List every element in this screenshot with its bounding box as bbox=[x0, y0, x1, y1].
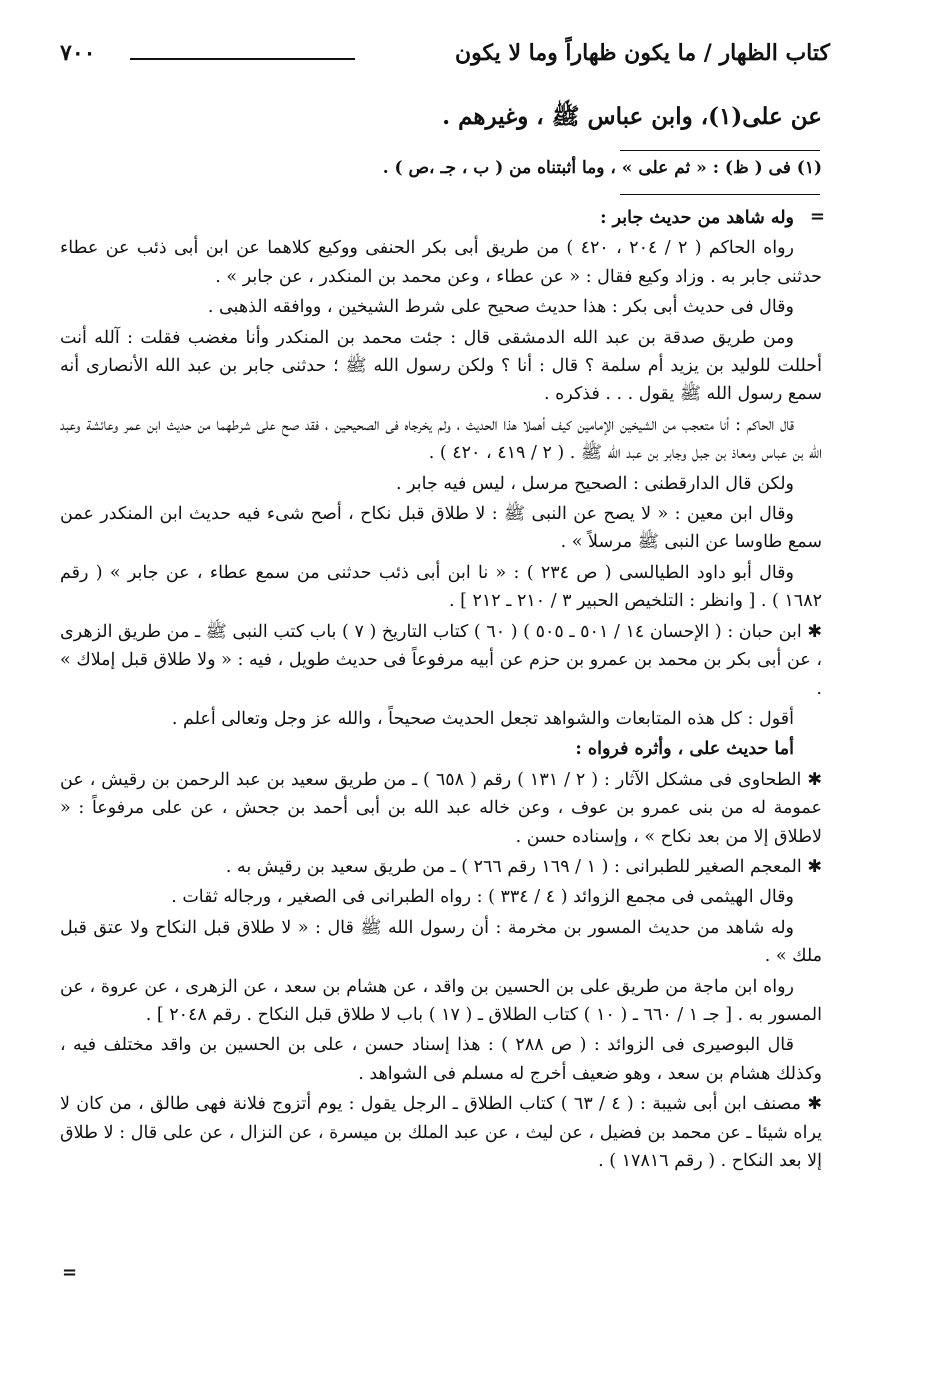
commentary-paragraph: ✱ الطحاوى فى مشكل الآثار : ( ٢ / ١٣١ ) رقم ( ٦٥٨ ) ـ من طريق سعيد بن عبد الرحمن بن رقيش ، عن عمومة له من بنى عمرو بن عوف ، وعن خاله عبد الله بن أبى أحمد بن جحش ، عن على مرفوعاً : « لاطلاق إلا من بعد نكاح » ، وإسناده حسن . bbox=[60, 766, 822, 851]
commentary-paragraph: ✱ ابن حبان : ( الإحسان ١٤ / ٥٠١ ـ ٥٠٥ ) ( ٦٠ ) كتاب التاريخ ( ٧ ) باب كتب النبى ﷺ ـ من طريق الزهرى ، عن أبى بكر بن محمد بن عمرو بن حزم عن أبيه مرفوعاً فى حديث طويل ، فيه : « ولا طلاق قبل إملاك » . bbox=[60, 618, 822, 703]
footnote-separator-2 bbox=[620, 194, 820, 195]
commentary-paragraph: ✱ المعجم الصغير للطبرانى : ( ١ / ١٦٩ رقم ٢٦٦ ) ـ من طريق سعيد بن رقيش به . bbox=[60, 853, 822, 881]
footnote-separator bbox=[620, 150, 820, 151]
commentary-paragraph: رواه ابن ماجة من طريق على بن الحسين بن واقد ، عن هشام بن سعد ، عن الزهرى ، عن عروة ، عن المسور به . [ جـ ١ / ٦٦٠ ـ ( ١٠ ) كتاب الطلاق ـ ( ١٧ ) باب لا طلاق قبل النكاح . رقم ٢٠٤٨ ] . bbox=[60, 976, 822, 1025]
continuation-mark-bottom: = bbox=[62, 1262, 78, 1283]
continuation-mark-top: = bbox=[809, 206, 825, 227]
main-text-line: عن على(١)، وابن عباس ﷺ ، وغيرهم . bbox=[442, 103, 822, 130]
commentary-paragraph: ✱ مصنف ابن أبى شيبة : ( ٤ / ٦٣ ) كتاب الطلاق ـ الرجل يقول : يوم أتزوج فلانة فهى طالق ، من كان لا يراه شيئا ـ عن محمد بن فضيل ، عن ليث ، عن عبد الملك بن ميسرة ، عن النزال ، عن على قال : لا طلاق إلا بعد النكاح . ( رقم ١٧٨١٦ ) . bbox=[60, 1090, 822, 1175]
commentary-paragraph: ومن طريق صدقة بن عبد الله الدمشقى قال : جئت محمد بن المنكدر وأنا مغضب فقلت : آلله أنت أحللت للوليد بن يزيد أم سلمة ؟ قال : أنا ؟ ولكن رسول الله ﷺ ؛ حدثنى جابر بن عبد الله الأنصارى أنه سمع رسول الله ﷺ يقول . . . فذكره . bbox=[60, 327, 822, 405]
commentary-paragraph: رواه الحاكم ( ٢ / ٢٠٤ ، ٤٢٠ ) من طريق أبى بكر الحنفى ووكيع كلاهما عن ابن أبى ذئب عن عطاء حدثنى جابر به . وزاد وكيع فقال : « عن عطاء ، وعن محمد بن المنكدر ، عن جابر » . bbox=[60, 238, 822, 287]
commentary-paragraph: قال البوصيرى فى الزوائد : ( ص ٢٨٨ ) : هذا إسناد حسن ، على بن الحسين بن واقد مختلف فيه ، وكذلك هشام بن سعد ، وهو ضعيف أخرج له مسلم فى الشواهد . bbox=[60, 1035, 822, 1084]
commentary-body bbox=[60, 204, 822, 1177]
commentary-paragraph: وقال فى حديث أبى بكر : هذا حديث صحيح على شرط الشيخين ، ووافقه الذهبى . bbox=[207, 297, 794, 318]
commentary-paragraph: وله شاهد من حديث جابر : bbox=[600, 208, 794, 228]
commentary-paragraph: أقول : كل هذه المتابعات والشواهد تجعل الحديث صحيحاً ، والله عز وجل وتعالى أعلم . bbox=[171, 708, 794, 729]
commentary-paragraph: قال الحاكم : أنا متعجب من الشيخين الإمامين كيف أهملا هذا الحديث ، ولم يخرجاه فى الصحيحين ، فقد صح على شرطهما من حديث ابن عمر وعائشة وعبد الله بن عباس ومعاذ بن جبل وجابر بن عبد الله ﷺ . ( ٢ / ٤١٩ ، ٤٢٠ ) . bbox=[60, 414, 822, 464]
commentary-paragraph: وقال الهيثمى فى مجمع الزوائد ( ٤ / ٣٣٤ ) : رواه الطبرانى فى الصغير ، ورجاله ثقات . bbox=[171, 887, 794, 908]
commentary-paragraph: ولكن قال الدارقطنى : الصحيح مرسل ، ليس فيه جابر . bbox=[395, 473, 794, 494]
chapter-title: كتاب الظهار / ما يكون ظهاراً وما لا يكون bbox=[455, 40, 830, 66]
header-rule bbox=[130, 58, 355, 60]
commentary-paragraph: أما حديث على ، وأثره فرواه : bbox=[575, 739, 794, 760]
footnote-1: (١) فى ( ظ) : « ثم على » ، وما أثبتناه من ( ب ، جـ ،ص ) . bbox=[382, 158, 822, 178]
page-number: ٧٠٠ bbox=[60, 40, 96, 66]
commentary-paragraph: وله شاهد من حديث المسور بن مخرمة : أن رسول الله ﷺ قال : « لا طلاق قبل النكاح ولا عتق قبل ملك » . bbox=[60, 917, 822, 967]
commentary-paragraph: وقال ابن معين : « لا يصح عن النبى ﷺ : لا طلاق قبل نكاح ، أصح شىء فيه حديث ابن المنكدر عمن سمع طاوسا عن النبى ﷺ مرسلاً » . bbox=[60, 504, 822, 553]
page-header bbox=[60, 40, 830, 80]
commentary-paragraph: وقال أبو داود الطيالسى ( ص ٢٣٤ ) : « نا ابن أبى ذئب حدثنى من سمع عطاء ، عن جابر » ( رقم ١٦٨٢ ) . [ وانظر : التلخيص الحبير ٣ / ٢١٠ ـ ٢١٢ ] . bbox=[60, 562, 822, 612]
